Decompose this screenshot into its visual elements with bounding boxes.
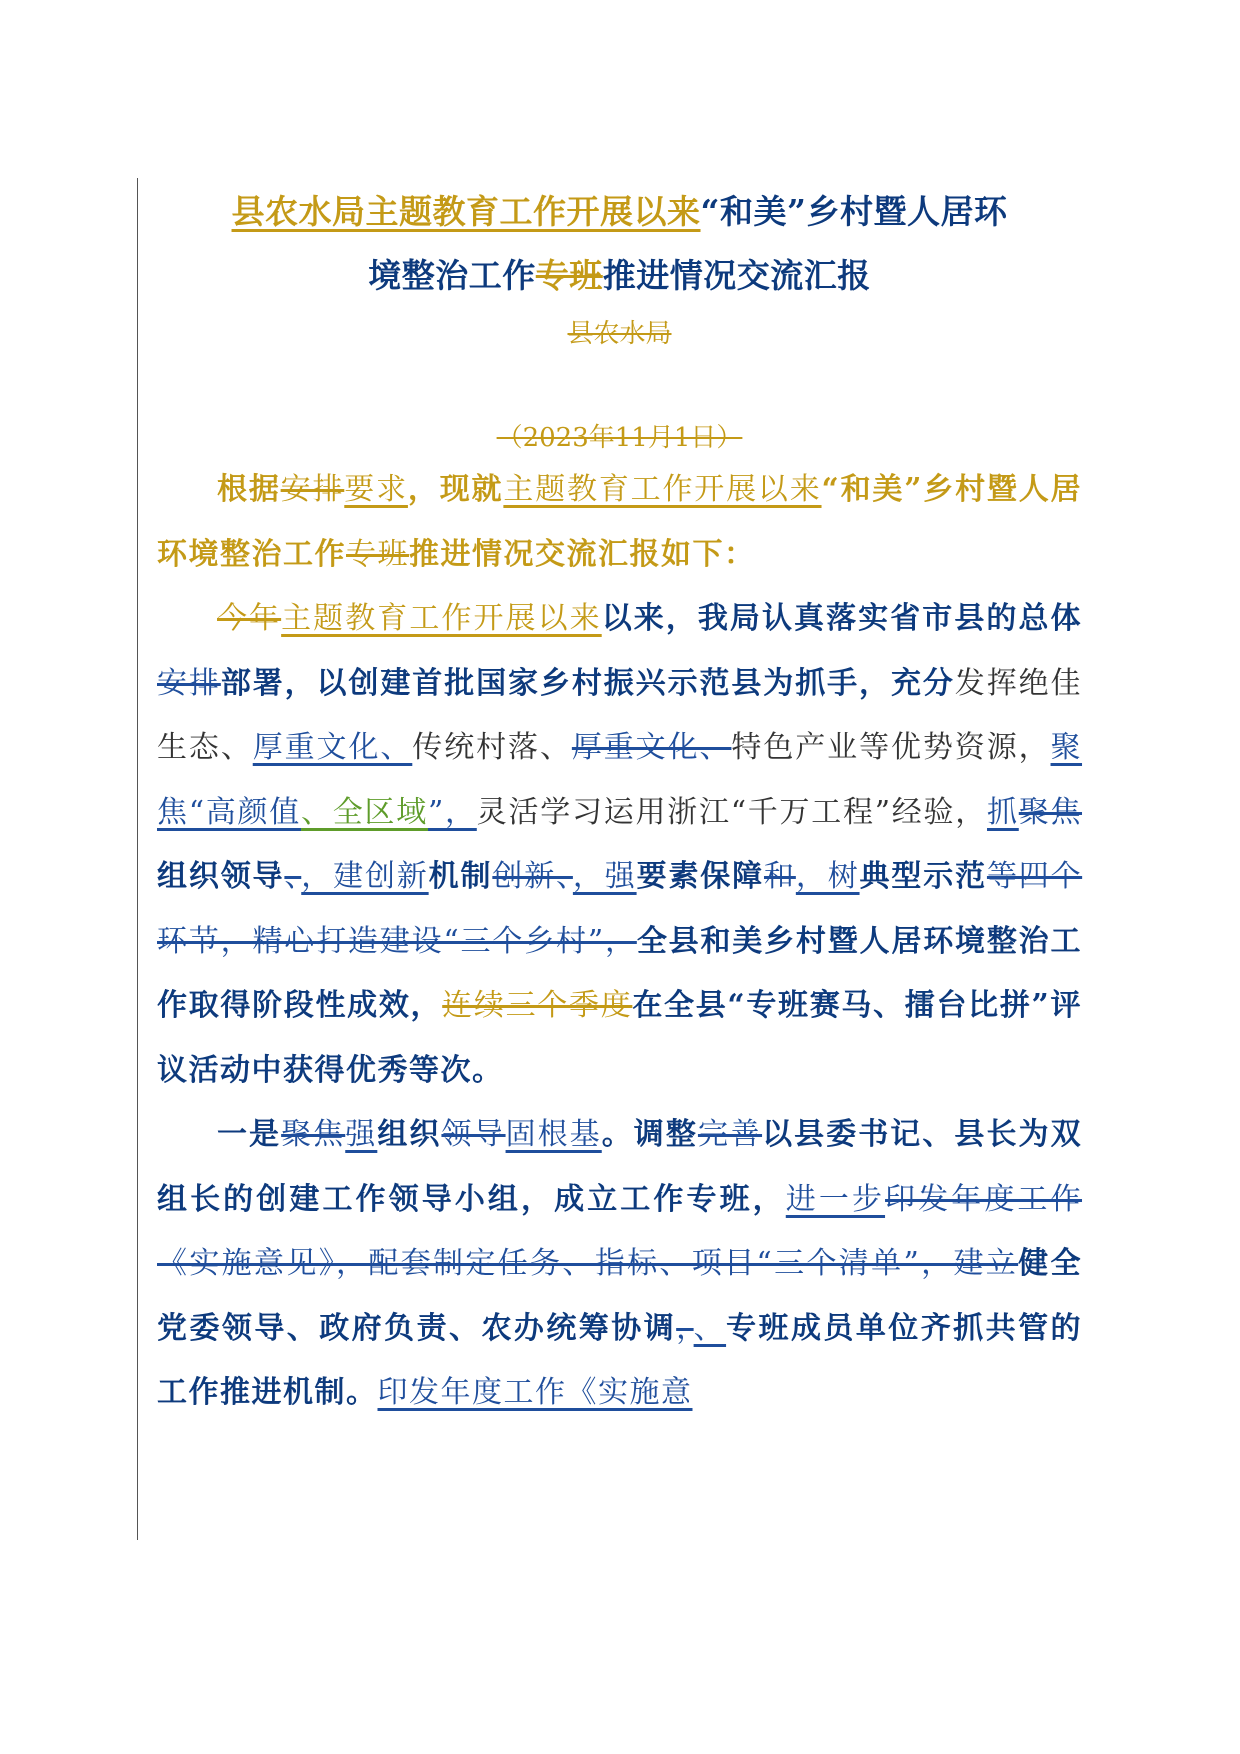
overview-insertion: 抓	[987, 794, 1019, 830]
overview-deletion: 等四个环节，精心打造建设“三个乡村”，	[157, 859, 1083, 959]
overview-insertion: ，强	[572, 859, 637, 894]
intro-deletion: 专班	[346, 536, 409, 572]
intro-deletion: 安排	[280, 472, 345, 507]
point-one-deletion: ，	[676, 1310, 694, 1346]
overview-deletion: 今年	[217, 601, 282, 636]
point-one-deletion: 完善	[697, 1117, 763, 1152]
point-one-text: 专班成员单位齐抓共管的工作推进机制。	[157, 1310, 1083, 1410]
title-text: 推进情况交流汇报	[602, 256, 871, 295]
title-deletion: 专班	[535, 256, 603, 295]
overview-text: 机制	[428, 859, 493, 894]
change-bar	[137, 178, 138, 1540]
document-page	[157, 180, 1082, 1426]
overview-deletion: 聚焦	[1018, 794, 1083, 830]
overview-text: 要素保障	[636, 859, 764, 894]
overview-text: 传统村落、	[412, 730, 572, 765]
overview-text: 在全县“专班赛马、擂台比拼”评议活动中获得优秀等次。	[157, 988, 1083, 1088]
point-one-text: 以县委书记、县长为双组长的创建工作领导小组，成立工作专班，	[157, 1117, 1083, 1217]
overview-text: 发挥绝佳生态、	[157, 665, 1083, 765]
overview-deletion: 厚重文化、	[571, 730, 732, 765]
point-one-insertion: 印发年度工作《实施意	[377, 1375, 693, 1410]
overview-text: 全县和美乡村暨人居环境整治工作取得阶段性成效，	[157, 923, 1082, 1023]
overview-paragraph	[157, 587, 1082, 1103]
author-line: 县农水局	[567, 319, 672, 349]
intro-text: 根据	[217, 472, 281, 507]
point-one-deletion: 聚焦	[281, 1117, 346, 1152]
point-one-text: 一是	[217, 1117, 282, 1152]
point-one-text: 。调整	[601, 1117, 698, 1152]
point-one-insertion: 固根基	[505, 1117, 602, 1152]
intro-insertion: 主题教育工作开展以来	[503, 472, 822, 507]
overview-deletion: 安排	[157, 665, 221, 701]
overview-deletion: 创新、	[492, 859, 573, 894]
point-one-paragraph	[157, 1103, 1082, 1426]
point-one-insertion: 、	[693, 1310, 727, 1346]
document-title	[157, 180, 1082, 308]
overview-insertion: 厚重文化、	[252, 730, 413, 765]
intro-text: “和美”乡村暨人居环境整治工作	[157, 472, 1083, 572]
point-one-deletion: 领导	[441, 1117, 506, 1152]
overview-insertion: ，建创新	[301, 859, 429, 894]
overview-text: 灵活学习运用浙江“千万工程”经验，	[476, 794, 988, 830]
overview-insertion: ，树	[795, 859, 860, 894]
title-insertion: 县农水局主题教育工作开展以来	[231, 192, 701, 231]
intro-text: 推进情况交流汇报如下：	[409, 536, 756, 572]
overview-text: 部署，以创建首批国家乡村振兴示范县为抓手，充分	[220, 665, 955, 701]
overview-text: 以来，我局认真落实省市县的总体	[601, 601, 1083, 636]
intro-paragraph	[157, 458, 1082, 587]
overview-insertion: 聚焦“高颜值	[157, 730, 1083, 830]
intro-text: ，现就	[407, 472, 504, 507]
date-line: （2023年11月1日）	[496, 423, 743, 453]
overview-insertion: 主题教育工作开展以来	[281, 601, 602, 636]
title-text: “和美”乡村暨人居环	[700, 192, 1008, 231]
overview-deletion: 和	[763, 859, 796, 894]
overview-text: 特色产业等优势资源，	[731, 730, 1051, 765]
overview-text: 组织领导	[157, 859, 285, 894]
point-one-text: 组织	[377, 1117, 442, 1152]
overview-insertion: ”，	[427, 794, 477, 830]
overview-deletion: 连续三个季度	[442, 988, 633, 1023]
overview-deletion: 、	[284, 859, 302, 894]
overview-text: 典型示范	[859, 859, 987, 894]
title-text: 境整治工作	[368, 256, 536, 295]
intro-insertion: 要求	[344, 472, 408, 507]
point-one-insertion: 强	[345, 1117, 378, 1152]
overview-insertion: 、全区域	[301, 794, 428, 830]
point-one-deletion: 印发年度工作《实施意见》，配套制定任务、指标、项目“三个清单”，建立	[157, 1181, 1083, 1281]
point-one-text: 健全党委领导、政府负责、农办统筹协调	[157, 1246, 1082, 1346]
point-one-insertion: 进一步	[785, 1181, 886, 1217]
